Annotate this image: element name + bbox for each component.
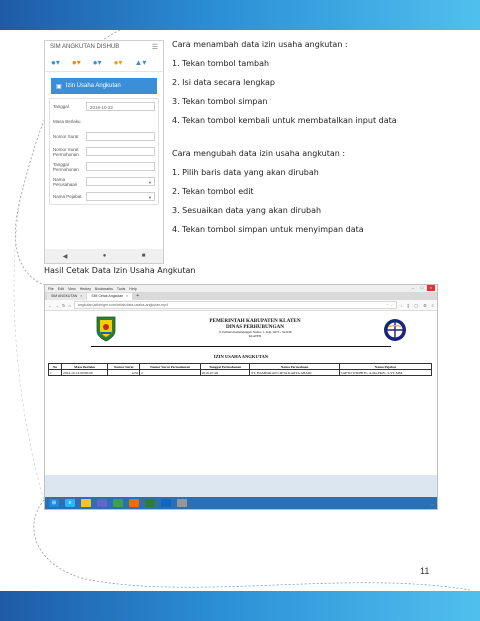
menu-view[interactable]: View bbox=[68, 286, 76, 291]
window-controls bbox=[409, 285, 435, 291]
list-item: 4. Tekan tombol kembali untuk membatalkan input data bbox=[172, 116, 397, 125]
screenshot-caption: Hasil Cetak Data Izin Usaha Angkutan bbox=[44, 266, 196, 275]
back-icon[interactable]: ← bbox=[48, 302, 52, 308]
menu-history[interactable]: History bbox=[79, 286, 91, 291]
minimize-icon[interactable]: – bbox=[411, 285, 415, 290]
close-icon[interactable]: × bbox=[126, 294, 129, 298]
column-header: Nama Pejabat bbox=[339, 364, 431, 370]
add-icon[interactable]: ●▾ bbox=[51, 58, 60, 67]
desktop-background bbox=[45, 475, 437, 509]
table-cell: PT. HAMPARAN CIPTA KARYA ABADI bbox=[250, 370, 339, 376]
letterhead-city: KLATEN bbox=[248, 334, 262, 338]
download-icon[interactable]: ↓ bbox=[400, 302, 403, 308]
field-label: Tanggal bbox=[53, 104, 69, 109]
column-header: Tanggal Permohonan bbox=[200, 364, 250, 370]
form-row-nama-pejabat bbox=[50, 189, 158, 204]
tab-sim-cetak-angkutan[interactable] bbox=[87, 293, 132, 300]
report-title: IZIN USAHA ANGKUTAN bbox=[213, 354, 269, 359]
field-label: Nomor Surat Permohonan bbox=[53, 146, 79, 157]
home-icon[interactable]: ⌂ bbox=[68, 302, 71, 308]
masa-berlaku-input[interactable] bbox=[86, 117, 155, 126]
bottom-decorative-band bbox=[0, 591, 480, 621]
menu-icon[interactable]: ≡ bbox=[431, 302, 434, 308]
windows-taskbar bbox=[45, 497, 437, 509]
browser-tools bbox=[400, 303, 434, 308]
izin-usaha-angkutan-button[interactable] bbox=[51, 78, 157, 94]
top-decorative-band bbox=[0, 0, 480, 30]
report-letterhead bbox=[165, 318, 345, 338]
phone-screenshot bbox=[44, 40, 164, 264]
nama-pejabat-select[interactable] bbox=[86, 192, 155, 201]
tab-label: SIM ANGKUTAN bbox=[51, 294, 78, 298]
list-item: 2. Isi data secara lengkap bbox=[172, 78, 275, 87]
list-item: 3. Tekan tombol simpan bbox=[172, 97, 268, 106]
chevron-down-icon: ▼ bbox=[148, 195, 152, 200]
table-cell: 1 bbox=[49, 370, 62, 376]
paint-icon[interactable] bbox=[177, 499, 187, 507]
form-row-masa-berlaku bbox=[50, 114, 158, 129]
column-header: Nomor Surat Permohonan bbox=[140, 364, 201, 370]
izin-usaha-angkutan-label: Izin Usaha Angkutan bbox=[65, 83, 121, 89]
forward-icon[interactable]: → bbox=[55, 302, 59, 308]
bookmark-star-icon[interactable]: ··· ☆ bbox=[385, 303, 394, 307]
back-icon[interactable]: ◀ bbox=[62, 253, 68, 260]
phone-app-bar bbox=[45, 41, 163, 55]
report-table bbox=[48, 363, 432, 376]
add-steps-list bbox=[172, 59, 472, 126]
monitor-icon: ▣ bbox=[56, 83, 62, 90]
system-clock: ··· bbox=[431, 502, 434, 507]
tab-label: SIM Cetak Angkutan bbox=[91, 294, 124, 298]
letterhead-agency: DINAS PERHUBUNGAN bbox=[225, 324, 285, 330]
field-label: Nomor Surat bbox=[53, 134, 79, 139]
hamburger-menu-icon[interactable]: ☰ bbox=[151, 44, 158, 51]
chevron-down-icon: ▼ bbox=[148, 180, 152, 185]
reload-icon[interactable]: ↻ bbox=[62, 302, 66, 308]
add-instructions-title: Cara menambah data izin usaha angkutan : bbox=[172, 40, 348, 49]
nomor-surat-permohonan-input[interactable] bbox=[86, 147, 155, 156]
report-document bbox=[45, 311, 437, 476]
library-icon[interactable]: ∥ bbox=[407, 302, 410, 308]
list-item: 2. Tekan tombol edit bbox=[172, 187, 254, 196]
menu-file[interactable]: File bbox=[48, 286, 54, 291]
tanggal-permohonan-input[interactable] bbox=[86, 162, 155, 171]
browser-tabbar bbox=[45, 292, 437, 300]
table-cell: 2019-07-09 bbox=[200, 370, 250, 376]
new-tab-icon[interactable]: + bbox=[136, 293, 140, 299]
menu-bookmarks[interactable]: Bookmarks bbox=[94, 286, 113, 291]
file-explorer-icon[interactable] bbox=[81, 499, 91, 507]
phone-nav-bar bbox=[45, 249, 163, 263]
field-label: Nama Pejabat bbox=[53, 194, 82, 199]
recents-icon[interactable]: ■ bbox=[141, 253, 146, 259]
list-item: 1. Tekan tombol tambah bbox=[172, 59, 270, 68]
windows-start-icon[interactable]: ⊞ bbox=[49, 499, 59, 507]
user-icon[interactable]: ▲▾ bbox=[134, 58, 147, 67]
close-icon[interactable]: × bbox=[427, 285, 435, 291]
phone-form bbox=[49, 98, 159, 205]
chrome-browser-icon[interactable] bbox=[113, 499, 123, 507]
letterhead-divider bbox=[91, 346, 391, 347]
form-row-nomor-surat bbox=[50, 129, 158, 144]
column-header: Nama Perusahaan bbox=[250, 364, 339, 370]
excel-icon[interactable] bbox=[145, 499, 155, 507]
table-row bbox=[49, 370, 432, 376]
phone-app-title: SIM ANGKUTAN DISHUB bbox=[50, 44, 120, 50]
menu-edit[interactable]: Edit bbox=[57, 286, 64, 291]
browser-urlbar bbox=[45, 300, 437, 311]
tab-sim-angkutan[interactable] bbox=[47, 293, 86, 300]
edit-steps-list bbox=[172, 168, 472, 235]
extension-icon[interactable]: ⚙ bbox=[423, 302, 427, 308]
ie-browser-icon[interactable]: e bbox=[65, 499, 75, 507]
media-icon[interactable] bbox=[97, 499, 107, 507]
print-icon[interactable]: ●▾ bbox=[113, 58, 123, 67]
word-icon[interactable] bbox=[161, 499, 171, 507]
phone-toolbar bbox=[45, 55, 163, 72]
field-label: Nama Perusahaan bbox=[53, 176, 78, 187]
column-header: Nomor Surat bbox=[108, 364, 140, 370]
address-input[interactable] bbox=[74, 301, 398, 309]
page-number: 11 bbox=[420, 566, 430, 576]
url-text: angkutan.jstkenger.com/cetak/data-usaha-angkutan.mp4 bbox=[77, 303, 169, 307]
column-header: Masa Berlaku bbox=[62, 364, 108, 370]
transportation-agency-logo-icon bbox=[383, 318, 407, 342]
column-header: No bbox=[49, 364, 62, 370]
list-item: 3. Sesuaikan data yang akan dirubah bbox=[172, 206, 322, 215]
maximize-icon[interactable]: □ bbox=[420, 285, 424, 290]
sidebar-icon[interactable]: ▢ bbox=[414, 302, 419, 308]
edit-instructions-title: Cara mengubah data izin usaha angkutan : bbox=[172, 149, 346, 158]
field-label: Tanggal Permohonan bbox=[53, 161, 79, 172]
desktop-screenshot bbox=[44, 284, 438, 510]
instructions bbox=[172, 40, 472, 244]
table-cell: 2 bbox=[140, 370, 201, 376]
list-item: 4. Tekan tombol simpan untuk menyimpan data bbox=[172, 225, 364, 234]
tanggal-input[interactable]: 2019-10-22 bbox=[86, 102, 155, 111]
field-label: Masa Berlaku bbox=[53, 119, 81, 124]
home-icon[interactable]: ● bbox=[102, 253, 107, 259]
browser-menubar bbox=[45, 285, 437, 292]
letterhead-address: Jl. Pemuda Kamandungan Nomor 1, Telp. 0272 - 321048 bbox=[218, 330, 292, 334]
save-icon[interactable]: ●▾ bbox=[92, 58, 102, 67]
form-row-tanggal-permohonan bbox=[50, 159, 158, 174]
table-cell: 2024-10-16 00:00:00 bbox=[62, 370, 108, 376]
nama-perusahaan-select[interactable] bbox=[86, 177, 155, 186]
letterhead-government: PEMERINTAH KABUPATEN KLATEN bbox=[209, 318, 301, 324]
close-icon[interactable]: × bbox=[80, 294, 83, 298]
list-item: 1. Pilih baris data yang akan dirubah bbox=[172, 168, 319, 177]
table-cell: SAPTO WIDHI H., A.Ma.PKB., S.ST.,MM. bbox=[339, 370, 431, 376]
menu-tools[interactable]: Tools bbox=[116, 286, 126, 291]
form-row-nomor-surat-permohonan bbox=[50, 144, 158, 159]
table-cell: 1232 bbox=[108, 370, 140, 376]
form-row-nama-perusahaan bbox=[50, 174, 158, 189]
firefox-browser-icon[interactable] bbox=[129, 499, 139, 507]
form-row-tanggal bbox=[50, 99, 158, 114]
nomor-surat-input[interactable] bbox=[86, 132, 155, 141]
edit-icon[interactable]: ●▾ bbox=[71, 58, 81, 67]
menu-help[interactable]: Help bbox=[129, 286, 137, 291]
klaten-regency-crest-icon bbox=[95, 316, 117, 342]
